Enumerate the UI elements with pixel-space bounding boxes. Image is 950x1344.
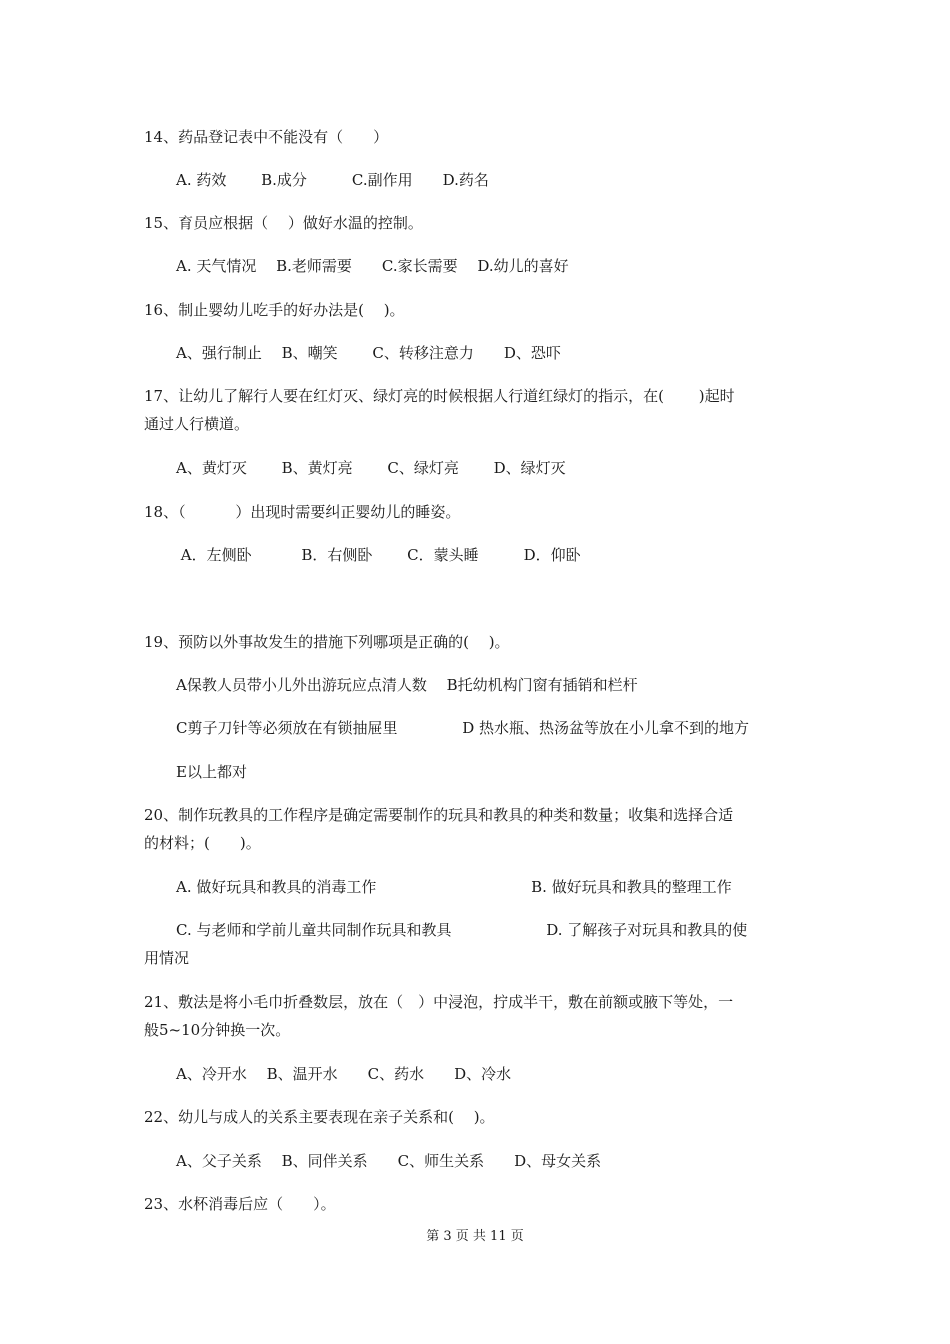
question-19-stem: 19、预防以外事故发生的措施下列哪项是正确的( )。	[144, 633, 510, 651]
question-14-stem: 14、药品登记表中不能没有（ ）	[144, 128, 389, 146]
question-22-options: A、父子关系 B、同伴关系 C、师生关系 D、母女关系	[176, 1152, 602, 1170]
question-22-stem: 22、幼儿与成人的关系主要表现在亲子关系和( )。	[144, 1108, 495, 1126]
question-16-stem: 16、制止婴幼儿吃手的好办法是( )。	[144, 301, 405, 319]
question-19-options-line3: E以上都对	[176, 763, 247, 781]
question-15-options: A. 天气情况 B.老师需要 C.家长需要 D.幼儿的喜好	[176, 257, 569, 275]
question-21-stem-line2: 般5~10分钟换一次。	[144, 1021, 291, 1039]
question-18-options: A．左侧卧 B．右侧卧 C．蒙头睡 D．仰卧	[176, 546, 581, 564]
question-17-options: A、黄灯灭 B、黄灯亮 C、绿灯亮 D、绿灯灭	[176, 459, 566, 477]
question-20-stem-line2: 的材料；( )。	[144, 834, 261, 852]
question-21-options: A、冷开水 B、温开水 C、药水 D、冷水	[176, 1065, 512, 1083]
question-18-stem: 18、（ ）出现时需要纠正婴幼儿的睡姿。	[144, 503, 461, 521]
question-16-options: A、强行制止 B、嘲笑 C、转移注意力 D、恐吓	[176, 344, 561, 362]
question-17-stem-line2: 通过人行横道。	[144, 415, 250, 433]
question-20-options-line3: 用情况	[144, 949, 190, 967]
question-14-options: A. 药效 B.成分 C.副作用 D.药名	[176, 171, 489, 189]
question-23-stem: 23、水杯消毒后应（ ）。	[144, 1195, 336, 1213]
question-20-stem-line1: 20、制作玩教具的工作程序是确定需要制作的玩具和教具的种类和数量；收集和选择合适	[144, 806, 734, 824]
question-21-stem-line1: 21、敷法是将小毛巾折叠数层，放在（ ）中浸泡，拧成半干，敷在前额或腋下等处，一	[144, 993, 734, 1011]
question-19-options-line1: A保教人员带小儿外出游玩应点清人数 B托幼机构门窗有插销和栏杆	[176, 676, 638, 694]
question-19-options-line2: C剪子刀针等必须放在有锁抽屉里 D 热水瓶、热汤盆等放在小儿拿不到的地方	[176, 719, 750, 737]
question-20-options-line2: C. 与老师和学前儿童共同制作玩具和教具 D. 了解孩子对玩具和教具的使	[176, 921, 748, 939]
question-17-stem-line1: 17、让幼儿了解行人要在红灯灭、绿灯亮的时候根据人行道红绿灯的指示，在( )起时	[144, 387, 735, 405]
question-20-options-line1: A. 做好玩具和教具的消毒工作 B. 做好玩具和教具的整理工作	[176, 878, 732, 896]
question-15-stem: 15、育员应根据（ ）做好水温的控制。	[144, 214, 423, 232]
page-footer: 第 3 页 共 11 页	[426, 1229, 524, 1244]
